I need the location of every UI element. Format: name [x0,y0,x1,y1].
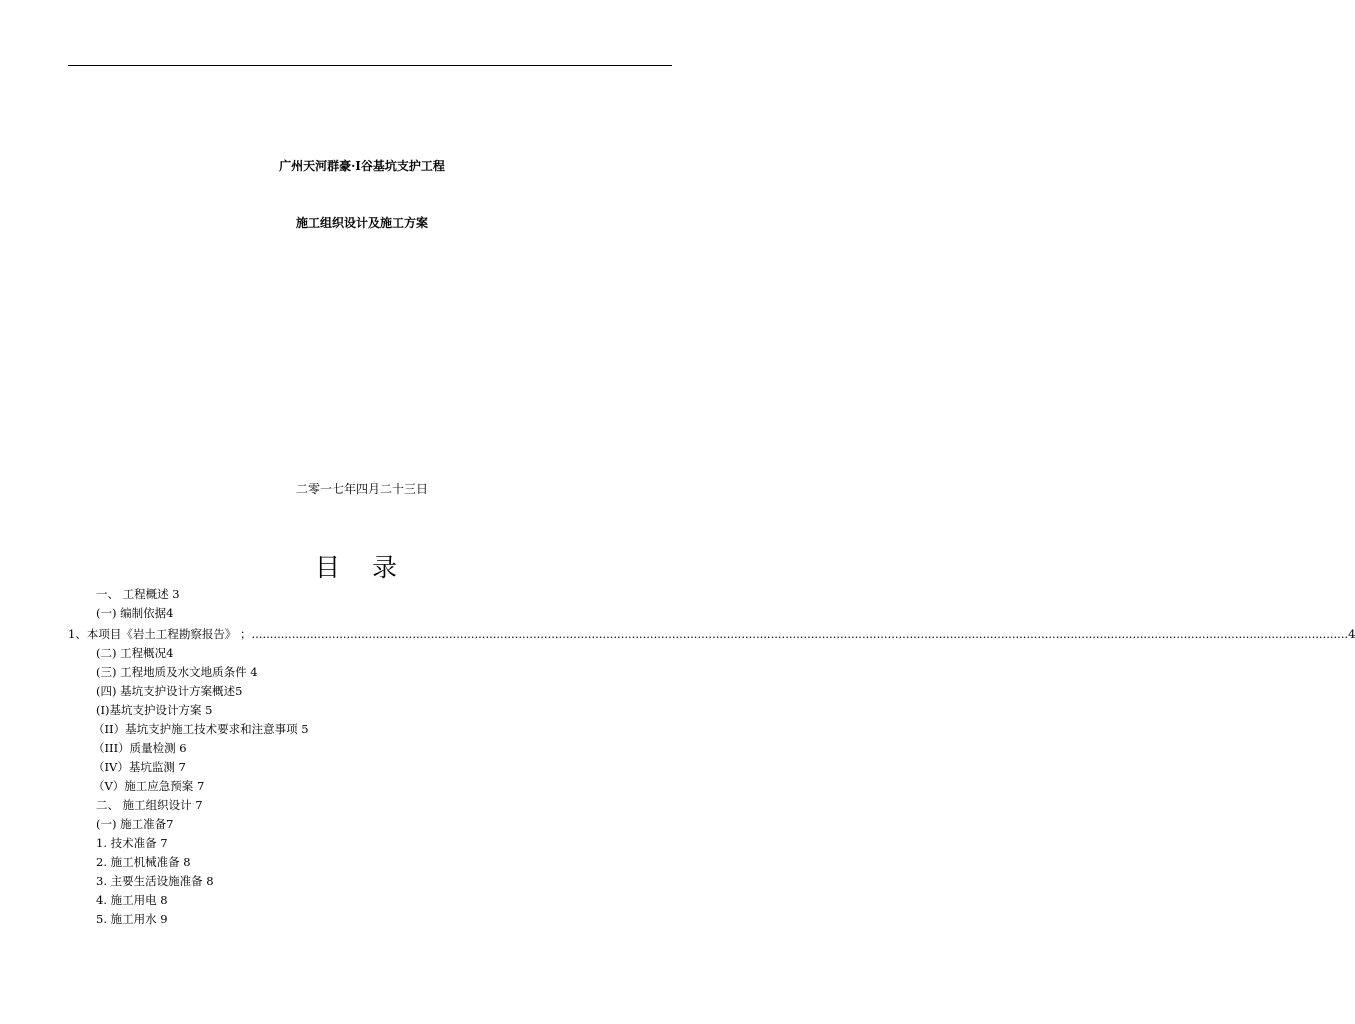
toc-entry-text: (三) 工程地质及水文地质条件 4 [96,665,258,679]
header-rule [68,65,672,66]
toc-entry-text: 4. 施工用电 8 [96,893,168,907]
toc-entry-text: (四) 基坑支护设计方案概述5 [96,684,243,698]
toc-entry-text: （II）基坑支护施工技术要求和注意事项 5 [93,722,309,736]
toc-entry[interactable] [96,665,258,679]
toc-entry[interactable] [93,760,186,774]
toc-entry-text: (一) 编制依据4 [96,606,174,620]
toc-entry-text: 1. 技术准备 7 [96,836,168,850]
toc-entry-text: (一) 施工准备7 [96,817,174,831]
toc-entry[interactable] [96,587,180,601]
toc-entry[interactable] [96,798,203,812]
toc-entry-text: （V）施工应急预案 7 [93,779,205,793]
cover-subtitle: 施工组织设计及施工方案 [295,216,428,230]
toc-entry[interactable] [93,779,204,793]
cover-date: 二零一七年四月二十三日 [295,482,428,496]
toc-entry[interactable] [96,817,173,831]
toc-entry[interactable] [96,703,213,717]
toc-entry-text: (I)基坑支护设计方案 5 [96,703,213,717]
toc-entry-text: (二) 工程概况4 [96,646,174,660]
toc-entry[interactable] [96,874,214,888]
toc-entry[interactable] [96,893,168,907]
toc-heading: 目 录 [315,553,409,582]
toc-entry-text: 5. 施工用水 9 [96,912,168,926]
toc-entry-text: 1、本项目《岩土工程勘察报告》 ； [68,627,252,641]
toc-entry[interactable] [96,912,168,926]
toc-entry[interactable] [96,855,191,869]
toc-entry-text: 3. 主要生活设施准备 8 [96,874,214,888]
toc-entry[interactable] [93,741,187,755]
toc-entry-text: （III）质量检测 6 [93,741,187,755]
toc-entry-text: 2. 施工机械准备 8 [96,855,191,869]
toc-leader-dots: ............................................................................................................................................................................................................................................................................................................ [251,627,1349,641]
toc-entry[interactable] [96,606,173,620]
toc-entry[interactable] [68,627,1355,641]
toc-entry-text: 二、 施工组织设计 7 [96,798,203,812]
toc-entry-text: （IV）基坑监测 7 [93,760,186,774]
toc-entry[interactable] [96,836,168,850]
toc-entry[interactable] [93,722,309,736]
cover-title: 广州天河群豪·I谷基坑支护工程 [279,159,445,173]
toc-entry[interactable] [96,684,242,698]
toc-entry[interactable] [96,646,173,660]
toc-entry-text: 一、 工程概述 3 [96,587,180,601]
toc-page-number: 4 [1348,627,1355,641]
